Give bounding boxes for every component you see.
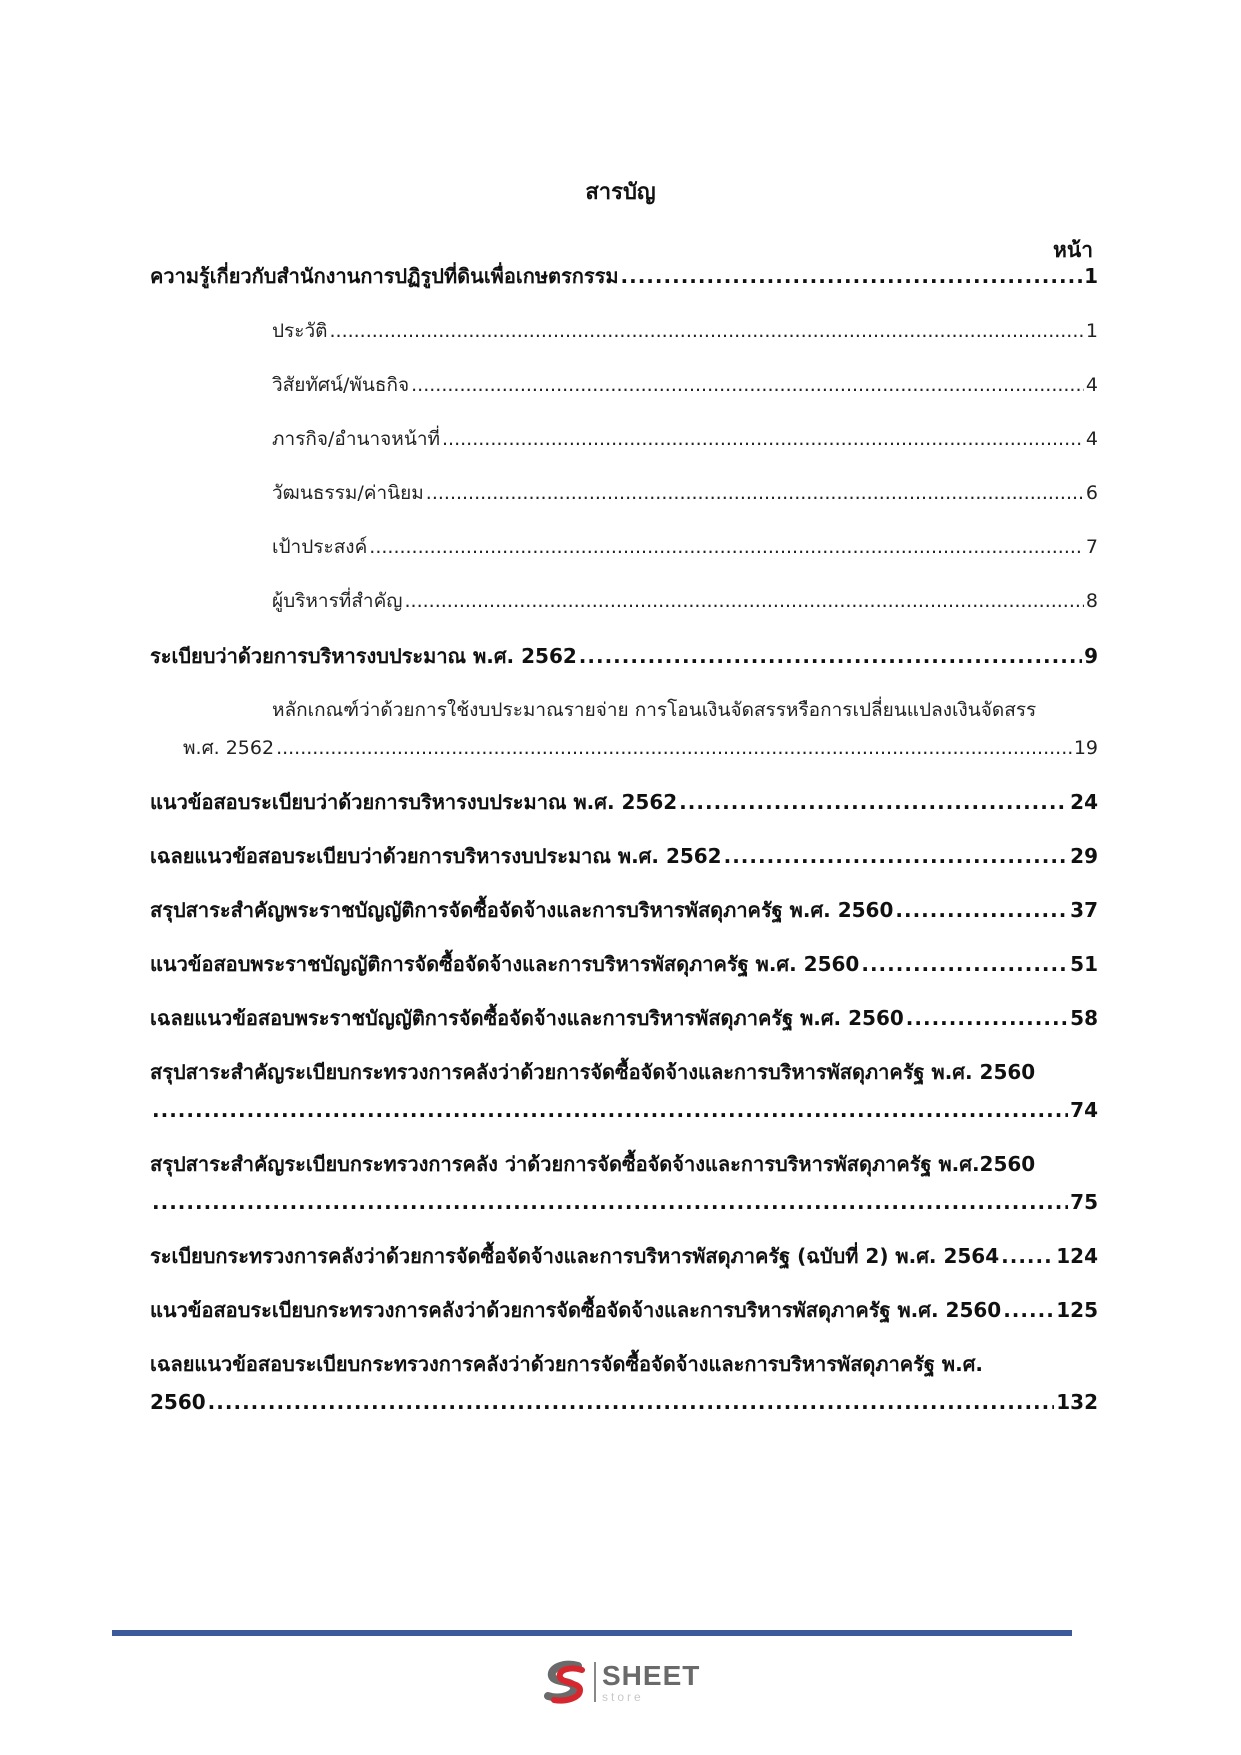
page-column-header: หน้า <box>1053 238 1093 262</box>
leader-dots <box>405 587 1084 615</box>
toc-entry-label: สรุปสาระสำคัญพระราชบัญญัติการจัดซื้อจัดจ้างและการบริหารพัสดุภาครัฐ พ.ศ. 2560 <box>150 898 894 922</box>
leader-dots <box>906 1004 1068 1032</box>
leader-dots <box>426 479 1084 507</box>
toc-subentry[interactable] <box>272 317 1098 345</box>
toc-entry[interactable] <box>150 1388 1098 1416</box>
toc-entry-label: แนวข้อสอบพระราชบัญญัติการจัดซื้อจัดจ้างและการบริหารพัสดุภาครัฐ พ.ศ. 2560 <box>150 952 860 976</box>
toc-entry-page: 75 <box>1070 1190 1098 1214</box>
toc-entry-page: 1 <box>1084 264 1098 288</box>
toc-entry-label: วิสัยทัศน์/พันธกิจ <box>272 374 410 396</box>
toc-entry-label: ผู้บริหารที่สำคัญ <box>272 590 403 612</box>
toc-entry-page: 24 <box>1070 790 1098 814</box>
toc-entry-page: 1 <box>1085 320 1098 342</box>
toc-entry-label: ภารกิจ/อำนาจหน้าที่ <box>272 428 441 450</box>
leader-dots <box>411 371 1084 399</box>
leader-dots <box>621 262 1083 290</box>
toc-entry-label: 2560 <box>150 1390 206 1414</box>
leader-dots <box>1001 1242 1054 1270</box>
toc-entry-label: ระเบียบว่าด้วยการบริหารงบประมาณ พ.ศ. 2562 <box>150 644 577 668</box>
leader-dots <box>679 788 1068 816</box>
toc-entry-line1[interactable]: สรุปสาระสำคัญระเบียบกระทรวงการคลังว่าด้วยการจัดซื้อจัดจ้างและการบริหารพัสดุภาครัฐ พ.ศ. 2560 <box>150 1060 1036 1084</box>
logo-subtext: store <box>602 1689 644 1704</box>
toc-entry-page: 19 <box>1073 737 1098 759</box>
leader-dots <box>276 734 1072 762</box>
leader-dots <box>152 1096 1068 1124</box>
toc-entry-page: 51 <box>1070 952 1098 976</box>
toc-entry[interactable] <box>150 1096 1098 1124</box>
toc-entry-page: 6 <box>1085 482 1098 504</box>
toc-entry-line1[interactable]: สรุปสาระสำคัญระเบียบกระทรวงการคลัง ว่าด้วยการจัดซื้อจัดจ้างและการบริหารพัสดุภาครัฐ พ.ศ.2560 <box>150 1152 1036 1176</box>
leader-dots <box>369 533 1084 561</box>
toc-entry-label: ระเบียบกระทรวงการคลังว่าด้วยการจัดซื้อจัดจ้างและการบริหารพัสดุภาครัฐ (ฉบับที่ 2) พ.ศ. 2564 <box>150 1244 1000 1268</box>
toc-entry[interactable] <box>150 1004 1098 1032</box>
logo-separator <box>594 1662 596 1702</box>
toc-entry-page: 4 <box>1085 428 1098 450</box>
toc-subentry[interactable] <box>272 425 1098 453</box>
footer-divider <box>112 1630 1072 1636</box>
leader-dots <box>208 1388 1055 1416</box>
toc-entry-page: 4 <box>1085 374 1098 396</box>
toc-entry[interactable] <box>150 1242 1098 1270</box>
leader-dots <box>579 642 1082 670</box>
toc-entry-label: ประวัติ <box>272 320 328 342</box>
toc-entry[interactable] <box>150 842 1098 870</box>
toc-entry-page: 9 <box>1084 644 1098 668</box>
toc-entry-line1[interactable]: เฉลยแนวข้อสอบระเบียบกระทรวงการคลังว่าด้วยการจัดซื้อจัดจ้างและการบริหารพัสดุภาครัฐ พ.ศ. <box>150 1352 983 1376</box>
toc-subentry[interactable] <box>272 587 1098 615</box>
toc-entry-label: ความรู้เกี่ยวกับสำนักงานการปฏิรูปที่ดินเพื่อเกษตรกรรม <box>150 264 619 288</box>
leader-dots <box>442 425 1084 453</box>
leader-dots <box>152 1188 1068 1216</box>
toc-entry[interactable] <box>150 950 1098 978</box>
leader-dots <box>1003 1296 1054 1324</box>
logo-text <box>602 1659 701 1704</box>
toc-entry-page: 8 <box>1085 590 1098 612</box>
toc-entry[interactable] <box>150 642 1098 670</box>
toc-entry-page: 7 <box>1085 536 1098 558</box>
toc-entry-page: 132 <box>1056 1390 1098 1414</box>
toc-entry-page: 74 <box>1070 1098 1098 1122</box>
toc-entry[interactable] <box>150 1296 1098 1324</box>
toc-entry[interactable] <box>150 262 1098 290</box>
toc-entry-label: เฉลยแนวข้อสอบระเบียบว่าด้วยการบริหารงบประมาณ พ.ศ. 2562 <box>150 844 722 868</box>
sheet-store-logo-icon <box>542 1660 590 1704</box>
toc-entry-page: 124 <box>1056 1244 1098 1268</box>
toc-subentry[interactable] <box>272 371 1098 399</box>
leader-dots <box>895 896 1068 924</box>
toc-entry-label: แนวข้อสอบระเบียบว่าด้วยการบริหารงบประมาณ พ.ศ. 2562 <box>150 790 678 814</box>
toc-entry[interactable] <box>150 896 1098 924</box>
toc-subentry[interactable] <box>183 734 1098 762</box>
toc-entry-label: วัฒนธรรม/ค่านิยม <box>272 482 424 504</box>
toc-entry[interactable] <box>150 1188 1098 1216</box>
leader-dots <box>329 317 1083 345</box>
toc-subentry[interactable] <box>272 533 1098 561</box>
logo-wordmark: SHEET <box>602 1659 701 1691</box>
toc-entry-page: 29 <box>1070 844 1098 868</box>
toc-entry-page: 58 <box>1070 1006 1098 1030</box>
toc-entry-label: เป้าประสงค์ <box>272 536 368 558</box>
sheet-store-logo <box>542 1660 700 1704</box>
toc-entry-label: แนวข้อสอบระเบียบกระทรวงการคลังว่าด้วยการจัดซื้อจัดจ้างและการบริหารพัสดุภาครัฐ พ.ศ. 2560 <box>150 1298 1002 1322</box>
toc-entry-page: 125 <box>1056 1298 1098 1322</box>
toc-entry-page: 37 <box>1070 898 1098 922</box>
toc-entry-label: พ.ศ. 2562 <box>183 737 275 759</box>
toc-subentry[interactable] <box>272 479 1098 507</box>
toc-title: สารบัญ <box>585 180 656 205</box>
leader-dots <box>861 950 1068 978</box>
leader-dots <box>724 842 1069 870</box>
toc-entry-label: เฉลยแนวข้อสอบพระราชบัญญัติการจัดซื้อจัดจ้างและการบริหารพัสดุภาครัฐ พ.ศ. 2560 <box>150 1006 904 1030</box>
toc-entry[interactable] <box>150 788 1098 816</box>
toc-subentry-line1[interactable]: หลักเกณฑ์ว่าด้วยการใช้งบประมาณรายจ่าย การโอนเงินจัดสรรหรือการเปลี่ยนแปลงเงินจัดสรร <box>272 699 1037 721</box>
